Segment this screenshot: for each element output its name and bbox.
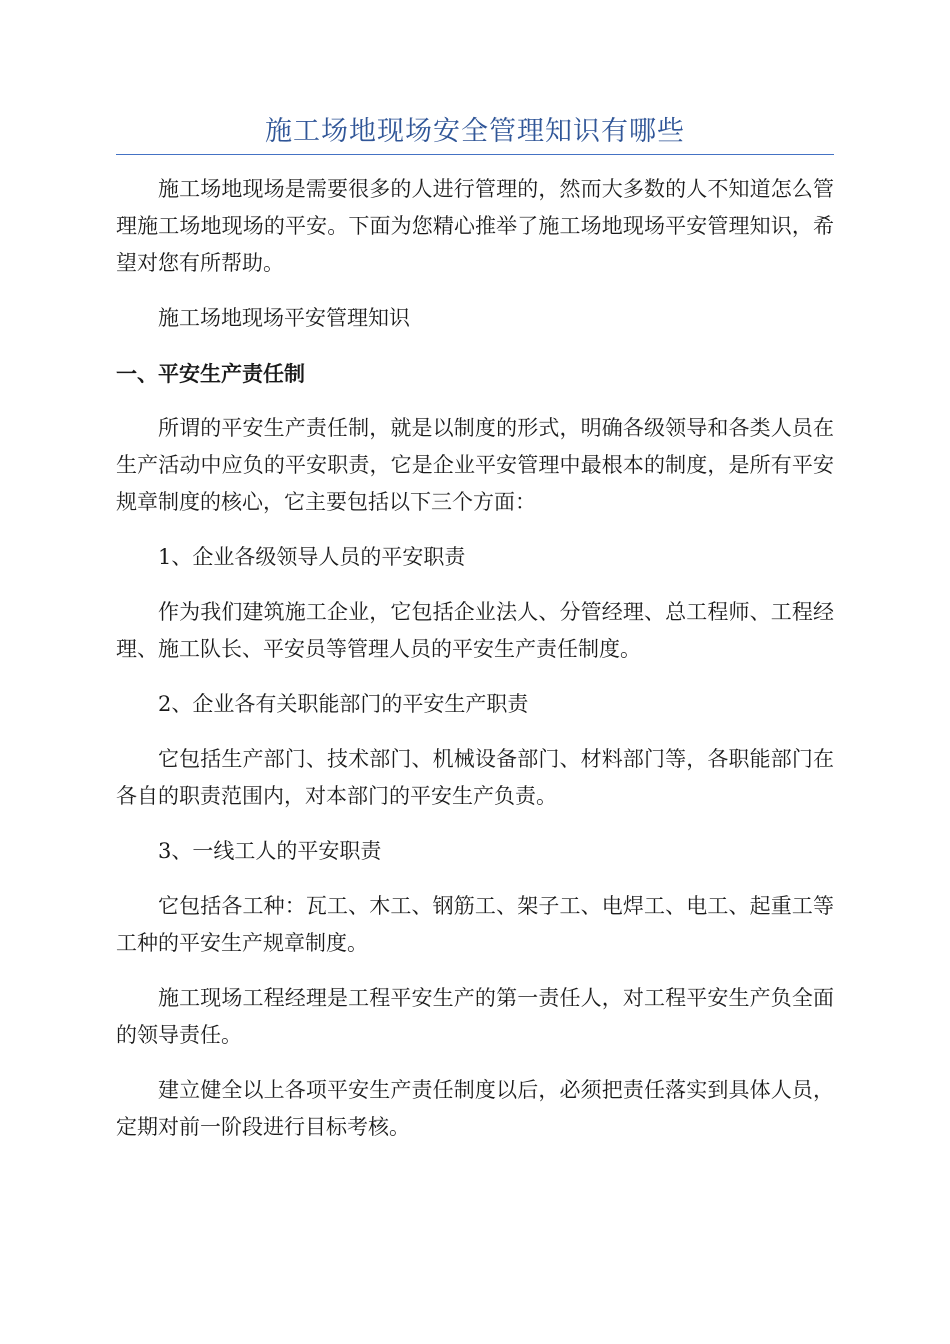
body-paragraph: 作为我们建筑施工企业，它包括企业法人、分管经理、总工程师、工程经理、施工队长、平安员等管理人员的平安生产责任制度。 — [116, 600, 834, 661]
body-paragraph: 它包括各工种：瓦工、木工、钢筋工、架子工、电焊工、电工、起重工等工种的平安生产规章制度。 — [116, 894, 834, 955]
body-paragraph: 施工现场工程经理是工程平安生产的第一责任人，对工程平安生产负全面的领导责任。 — [116, 986, 834, 1047]
body-paragraph: 它包括生产部门、技术部门、机械设备部门、材料部门等，各职能部门在各自的职责范围内，对本部门的平安生产负责。 — [116, 747, 834, 808]
list-item-heading: 3、一线工人的平安职责 — [158, 839, 382, 863]
intro-paragraph: 施工场地现场是需要很多的人进行管理的，然而大多数的人不知道怎么管理施工场地现场的平安。下面为您精心推举了施工场地现场平安管理知识，希望对您有所帮助。 — [116, 177, 834, 275]
section-heading: 一、平安生产责任制 — [116, 361, 305, 386]
document-title: 施工场地现场安全管理知识有哪些 — [265, 116, 685, 147]
document-body — [116, 171, 834, 1164]
title-underline — [116, 154, 834, 155]
body-paragraph: 所谓的平安生产责任制，就是以制度的形式，明确各级领导和各类人员在生产活动中应负的平安职责，它是企业平安管理中最根本的制度，是所有平安规章制度的核心，它主要包括以下三个方面： — [116, 416, 834, 514]
list-item-heading: 2、企业各有关职能部门的平安生产职责 — [158, 692, 529, 716]
subtitle-paragraph: 施工场地现场平安管理知识 — [158, 306, 410, 330]
list-item-heading: 1、企业各级领导人员的平安职责 — [158, 545, 466, 569]
body-paragraph: 建立健全以上各项平安生产责任制度以后，必须把责任落实到具体人员，定期对前一阶段进行目标考核。 — [116, 1078, 834, 1139]
